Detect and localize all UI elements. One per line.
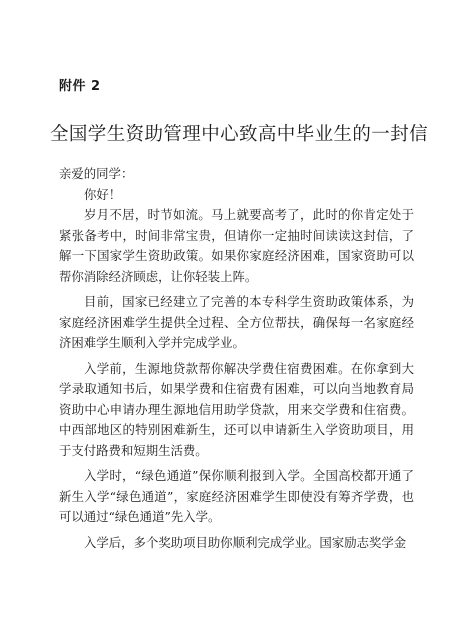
paragraph-5: 入学后，多个奖助项目助你顺利完成学业。国家励志奖学金 — [84, 534, 407, 550]
paragraph-1: 岁月不居，时节如流。马上就要高考了，此时的你肯定处于紧张备考中，时间非常宝贵，但请你一定抽时间读读这封信，了解一下国家学生资助政策。如果你家庭经济困难，国家资助可以帮你消除经济顾虑，让你轻装上阵。 — [59, 207, 414, 284]
greeting: 你好！ — [84, 186, 122, 202]
paragraph-2: 目前，国家已经建立了完善的本专科学生资助政策体系，为家庭经济困难学生提供全过程、全方位帮扶，确保每一名家庭经济困难学生顺利入学并完成学业。 — [59, 294, 414, 350]
letter-title: 全国学生资助管理中心致高中毕业生的一封信 — [50, 124, 429, 145]
paragraph-3: 入学前，生源地贷款帮你解决学费住宿费困难。在你拿到大学录取通知书后，如果学费和住宿费有困难，可以向当地教育局资助中心申请办理生源地信用助学贷款，用来交学费和住宿费。中西部地区的特别困难新生，还可以申请新生入学资助项目，用于支付路费和短期生活费。 — [59, 360, 414, 458]
letter-body — [59, 164, 414, 553]
attachment-label: 附件 2 — [59, 79, 101, 94]
paragraph-4: 入学时，“绿色通道”保你顺利报到入学。全国高校都开通了新生入学“绿色通道”，家庭经济困难学生即使没有筹齐学费，也可以通过“绿色通道”先入学。 — [59, 468, 414, 524]
salutation: 亲爱的同学： — [59, 166, 134, 181]
